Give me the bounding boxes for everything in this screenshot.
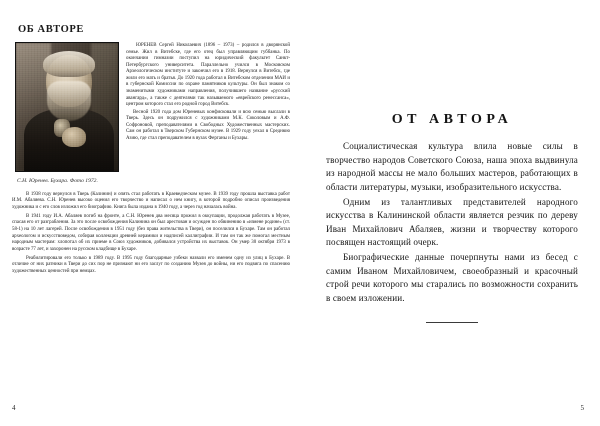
photo-column [12,42,118,186]
biography-paragraph: В 1938 году вернулся в Тверь (Калинин) и опять стал работать в Краеведческом музее. В 1939 году прошла выставка работ И.М. Абаляева. С.Н. Юренев высоко оценил его творчество и написал о нем книгу, в которой подробно описал произведения художника и с его слов изложил его биографию. Книга была издана в 1940 году, а через год началась война. [12,191,290,210]
biography-full-width-text [12,192,290,276]
biography-paragraph: Весной 1920 года дом Юреневых конфисковали и всю семью выслали в Тверь. Здесь он подружился с художниками М.К. Соколовым и А.Ф. Софроновой, преподавателями в Свободных Художественных мастерских. Сам он работал в Тверском Губернском музее. В 1929 году уехал в Среднюю Азию, где стал преподавателем в вузах Ферганы и Бухары. [126,109,290,141]
foreword-body [326,140,578,306]
photo-and-column-block [12,42,290,186]
page-title-ob-avtore: ОБ АВТОРЕ [18,24,85,35]
page-title-ot-avtora: ОТ АВТОРА [391,112,513,127]
photo-caption: С.Н. Юренев. Бухара. Фото 1972. [17,178,98,184]
section-divider [426,322,478,323]
biography-paragraph: Реабилитировали его только в 1989 году. В 1995 году благодарные узбеки назвали его именем одну из улиц в Бухаре. В отличие от них ратники в Твери до сих пор не признают ни его заслуг по созданию Музея до войны, ни его подвига по спасению художественных ценностей при немцах. [12,255,290,275]
foreword-paragraph: Социалистическая культура влила новые силы в творчество народов Советского Союза, наша эпоха выдвинула из народной массы не мало больших мастеров, работающих в области литературы, музыки, изобразительного искусства. [326,141,578,192]
biography-column [126,42,290,143]
foreword-paragraph: Биографические данные почерпнуты нами из бесед с самим Иваном Михайловичем, своеобразный и красочный строй речи которого мы старались по возможности сохранить в своем изложении. [326,252,578,304]
biography-paragraph: В 1941 году И.А. Абаляев погиб на фронте, а С.Н. Юренев два месяца прожил в оккупации, продолжая работать в Музее, спасая его от разграбления. За это после освобождения Калинина он был арестован и осужден по обвинению в «измене родине» (ст. 58-1) на 10 лет лагерей. После освобождения в 1951 году (без права жительства в Твери), он поселился в Бухаре. Там он работал археологом и искусствоведом, собирая коллекции древней керамики и надписей каллиграфии. И там он так же помогал местным народным мастерам: хлопотал об их приеме в Союз художников, добивался устройства их выставок. Он умер 30 октября 1973 в возрасте 77 лет, и захоронен на русском кладбище в Бухаре. [12,213,290,253]
foreword-paragraph: Одним из талантливых представителей народного искусства в Калининской области является резчик по дереву Иван Михайлович Абаляев, жизни и творчеству которого посвящен настоящий очерк. [326,196,578,248]
page-right [300,0,600,426]
photo-grain-overlay [16,43,118,171]
page-number-left: 4 [12,404,16,412]
page-number-right: 5 [580,404,584,412]
biography-paragraph: ЮРЕНЕВ Сергей Николаевич (1896 – 1973) – родился в дворянской семье. Жил в Витебске, где его отец был управляющим губбанка. По окончании гимназии поступил на юридический факультет Санкт-Петербургского университета. Параллельно учился в Московском Археологическом институте и закончил его в 1918. Вернулся в Витебск, где жили его мать и братья. До 1920 года работал в Витебском отделении МАИ и в губернской Комиссии по охране памятников культуры. Он был знаком со знаменитыми художниками направления, получившего название «русский авангард», а также с деятелями так называемого «еврейского ренессанса», центром которого стал его родной город Витебск. [126,43,290,108]
foreword-block [316,112,584,323]
portrait-photo [15,42,119,172]
